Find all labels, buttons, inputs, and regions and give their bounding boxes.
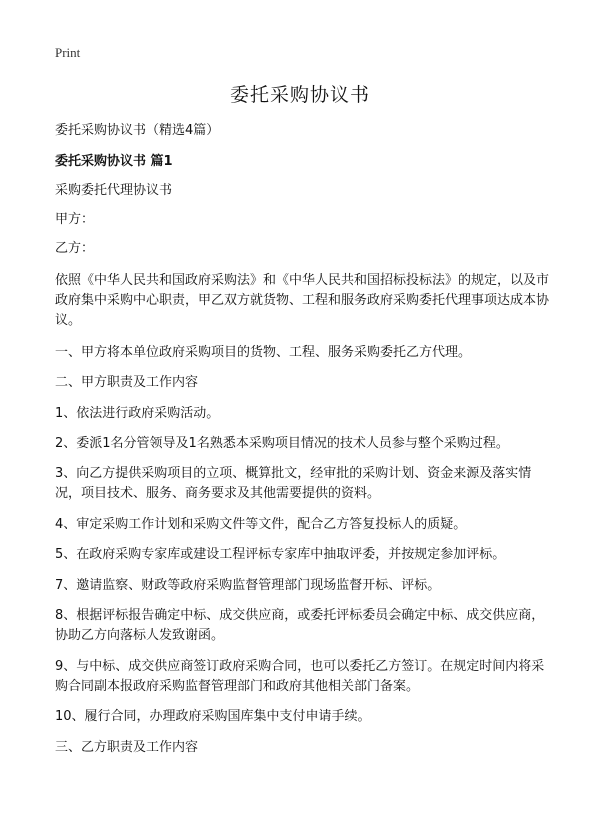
paragraph-item-5: 5、在政府采购专家库或建设工程评标专家库中抽取评委，并按规定参加评标。 xyxy=(55,547,506,562)
paragraph-item-7: 7、邀请监察、财政等政府采购监督管理部门现场监督开标、评标。 xyxy=(55,578,441,593)
document-title: 委托采购协议书 xyxy=(229,84,370,106)
paragraph-item-10: 10、履行合同，办理政府采购国库集中支付申请手续。 xyxy=(55,709,371,724)
paragraph-clause-1: 一、甲方将本单位政府采购项目的货物、工程、服务采购委托乙方代理。 xyxy=(55,345,472,360)
paragraph-item-2: 2、委派1名分管领导及1名熟悉本采购项目情况的技术人员参与整个采购过程。 xyxy=(55,436,509,451)
subtitle: 委托采购协议书（精选4篇） xyxy=(55,123,220,138)
print-link[interactable]: Print xyxy=(55,45,81,60)
party-b-label: 乙方： xyxy=(55,241,95,256)
paragraph-party-a-duties-heading: 二、甲方职责及工作内容 xyxy=(55,375,199,390)
party-a-label: 甲方： xyxy=(55,212,95,227)
paragraph-item-8: 8、根据评标报告确定中标、成交供应商，或委托评标委员会确定中标、成交供应商，协助乙方向落标人发致谢函。 xyxy=(55,608,545,643)
paragraph-party-b-duties-heading: 三、乙方职责及工作内容 xyxy=(55,740,199,755)
paragraph-item-3: 3、向乙方提供采购项目的立项、概算批文，经审批的采购计划、资金来源及落实情况，项目技术、服务、商务要求及其他需要提供的资料。 xyxy=(55,466,532,501)
agreement-name: 采购委托代理协议书 xyxy=(55,183,173,198)
paragraph-item-4: 4、审定采购工作计划和采购文件等文件，配合乙方答复投标人的质疑。 xyxy=(55,517,467,532)
paragraph-item-9: 9、与中标、成交供应商签订政府采购合同，也可以委托乙方签订。在规定时间内将采购合同副本报政府采购监督管理部门和政府其他相关部门备案。 xyxy=(55,659,545,694)
paragraph-item-1: 1、依法进行政府采购活动。 xyxy=(55,406,220,421)
paragraph-intro: 依照《中华人民共和国政府采购法》和《中华人民共和国招标投标法》的规定，以及市政府集中采购中心职责，甲乙双方就货物、工程和服务政府采购委托代理事项达成本协议。 xyxy=(55,273,550,328)
section-heading: 委托采购协议书 篇1 xyxy=(55,154,173,169)
